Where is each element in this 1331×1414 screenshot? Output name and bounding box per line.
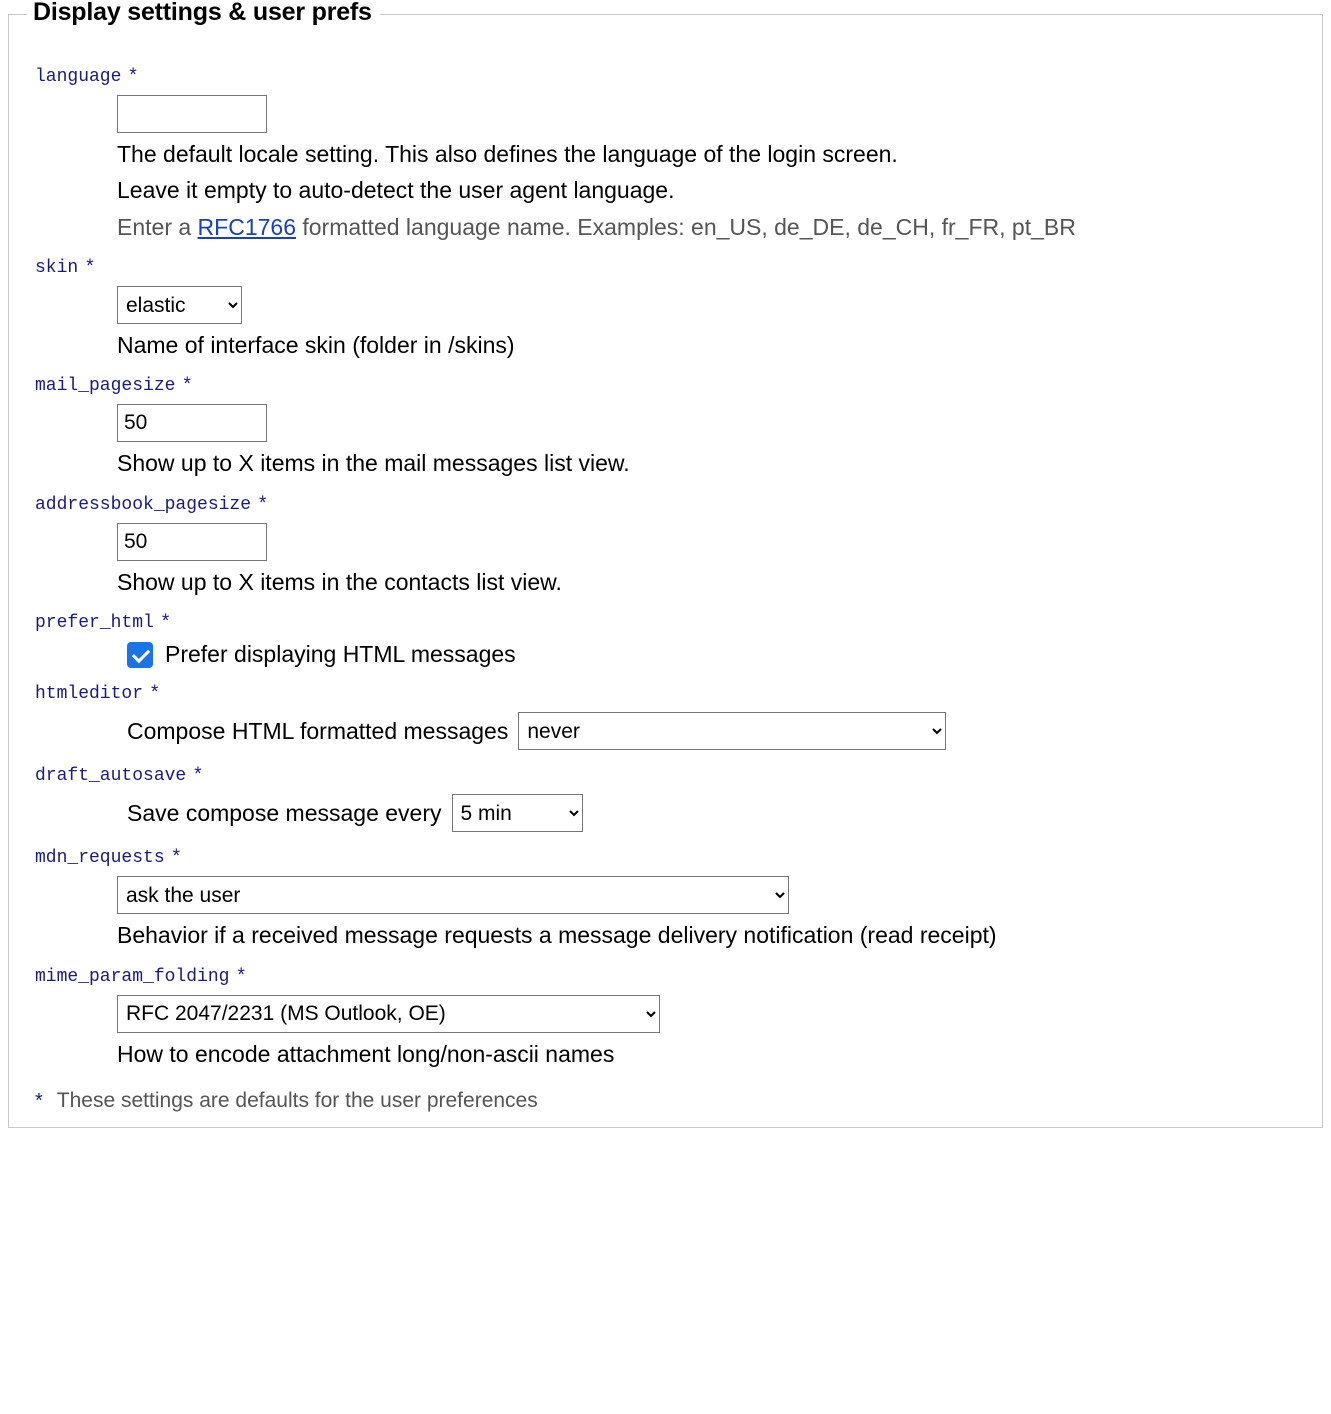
control-addressbook-pagesize xyxy=(35,523,1322,597)
required-star: * xyxy=(161,611,170,633)
language-hint-prefix: Enter a xyxy=(117,213,198,240)
label-htmleditor xyxy=(35,682,1322,704)
draft-autosave-select[interactable] xyxy=(452,794,583,832)
mime-param-folding-select[interactable] xyxy=(117,995,660,1033)
mail-pagesize-description: Show up to X items in the mail messages list view. xyxy=(117,450,630,477)
control-language xyxy=(35,95,1322,242)
page-title: Display settings & user prefs xyxy=(27,0,380,27)
label-skin-text: skin xyxy=(35,258,79,279)
control-skin xyxy=(35,286,1322,360)
setting-row-skin xyxy=(9,256,1322,360)
mdn-requests-description: Behavior if a received message requests a message delivery notification (read receipt) xyxy=(117,922,997,949)
control-mail-pagesize xyxy=(35,404,1322,478)
setting-row-mail-pagesize xyxy=(9,374,1322,478)
language-hint xyxy=(117,212,1322,242)
display-settings-panel xyxy=(8,0,1323,1128)
control-mdn-requests xyxy=(35,876,1322,950)
mdn-requests-select[interactable] xyxy=(117,876,789,914)
label-mail-pagesize xyxy=(35,374,1322,396)
required-star: * xyxy=(183,374,191,396)
language-description-line2: Leave it empty to auto-detect the user agent language. xyxy=(117,177,675,204)
footnote xyxy=(9,1083,1322,1113)
language-description-line1: The default locale setting. This also defines the language of the login screen. xyxy=(117,141,898,167)
label-prefer-html xyxy=(35,611,1322,633)
label-language xyxy=(35,65,1322,87)
label-mdn-requests xyxy=(35,846,1322,868)
addressbook-pagesize-description: Show up to X items in the contacts list view. xyxy=(117,568,562,595)
settings-rows xyxy=(9,15,1322,1069)
setting-row-language xyxy=(9,65,1322,242)
prefer-html-checkbox-label: Prefer displaying HTML messages xyxy=(165,641,516,668)
setting-row-prefer-html xyxy=(9,611,1322,668)
skin-select[interactable] xyxy=(117,286,242,324)
required-star: * xyxy=(129,65,137,86)
prefer-html-checkbox[interactable] xyxy=(127,642,153,668)
required-star: * xyxy=(172,846,181,868)
control-mime-param-folding xyxy=(35,995,1322,1069)
setting-row-mime-param-folding xyxy=(9,965,1322,1069)
htmleditor-inline-label: Compose HTML formatted messages xyxy=(127,717,509,744)
label-draft-autosave xyxy=(35,764,1322,786)
label-skin xyxy=(35,256,1322,278)
control-htmleditor xyxy=(35,712,1322,750)
required-star: * xyxy=(237,964,245,986)
label-addressbook-pagesize xyxy=(35,493,1322,515)
control-draft-autosave xyxy=(35,794,1322,832)
skin-description: Name of interface skin (folder in /skins) xyxy=(117,332,515,359)
setting-row-htmleditor xyxy=(9,682,1322,750)
label-mail-pagesize-text: mail_pagesize xyxy=(35,376,176,397)
label-prefer-html-text: prefer_html xyxy=(35,613,154,634)
language-input[interactable] xyxy=(117,95,267,133)
label-htmleditor-text: htmleditor xyxy=(35,684,144,705)
required-star: * xyxy=(259,492,267,514)
setting-row-addressbook-pagesize xyxy=(9,493,1322,597)
language-hint-suffix: formatted language name. Examples: en_US, de_DE, de_CH, fr_FR, pt_BR xyxy=(295,213,1076,240)
mime-param-folding-description: How to encode attachment long/non-ascii names xyxy=(117,1040,615,1067)
label-mime-param-folding-text: mime_param_folding xyxy=(35,966,230,987)
draft-autosave-inline-label: Save compose message every xyxy=(127,799,442,826)
label-draft-autosave-text: draft_autosave xyxy=(35,766,187,787)
label-language-text: language xyxy=(35,67,122,87)
rfc1766-link[interactable]: RFC1766 xyxy=(197,213,296,240)
setting-row-mdn-requests xyxy=(9,846,1322,950)
label-mdn-requests-text: mdn_requests xyxy=(35,848,165,869)
control-prefer-html xyxy=(35,641,1322,668)
required-star: * xyxy=(151,682,159,704)
required-star: * xyxy=(86,256,94,278)
setting-row-draft-autosave xyxy=(9,764,1322,832)
mail-pagesize-input[interactable] xyxy=(117,404,267,442)
label-addressbook-pagesize-text: addressbook_pagesize xyxy=(35,494,252,515)
required-star: * xyxy=(194,764,202,786)
footnote-text: These settings are defaults for the user preferences xyxy=(56,1088,538,1112)
addressbook-pagesize-input[interactable] xyxy=(117,523,267,561)
htmleditor-select[interactable] xyxy=(518,712,946,750)
label-mime-param-folding xyxy=(35,965,1322,987)
footnote-star: * xyxy=(35,1089,43,1112)
